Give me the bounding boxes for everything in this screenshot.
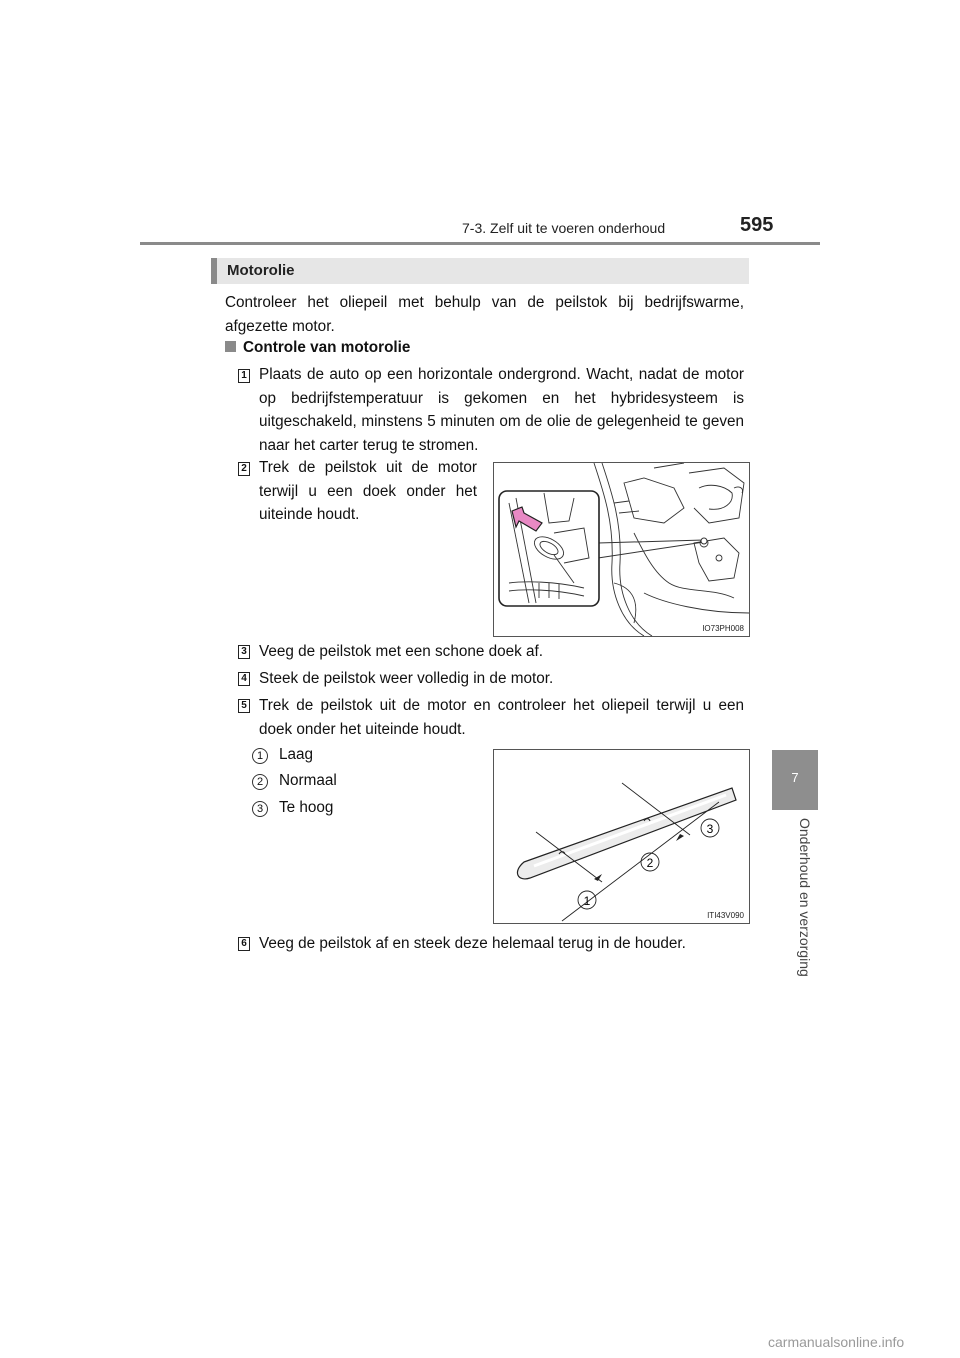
legend-number: 3 [252,801,268,817]
page-number: 595 [740,214,774,236]
legend-item-high [252,799,333,817]
watermark-text: carmanualsonline.info [768,1334,905,1350]
step-text-4: Steek de peilstok weer volledig in de motor. [259,670,554,687]
engine-illustration [494,463,749,636]
step-text-3: Veeg de peilstok met een schone doek af. [259,643,544,660]
section-heading: Motorolie [227,262,295,279]
step-text-5: Trek de peilstok uit de motor en controleer het oliepeil terwijl u een doek onder het uiteinde houdt. [259,697,744,738]
step-number-1: 1 [238,369,250,383]
legend-label: Te hoog [279,799,334,816]
engine-figure [493,462,750,637]
square-bullet-icon [225,341,236,352]
step-text-1: Plaats de auto op een horizontale ondergrond. Wacht, nadat de motor op bedrijfstemperatuur is gekomen en het hybridesysteem is uitgeschakeld, minstens 5 minuten om de olie de gelegenheid te geven naar het carter terug te stromen. [259,366,744,454]
step-number-3: 3 [238,645,250,659]
chapter-title: Onderhoud en verzorging [797,818,813,977]
chapter-number: 7 [791,770,799,785]
legend-item-normal [252,772,337,790]
subheading-text: Controle van motorolie [243,339,411,356]
figure-code: ITI43V090 [707,911,744,920]
figure-code: IO73PH008 [702,624,744,633]
header-rule [140,242,820,245]
section-title: 7-3. Zelf uit te voeren onderhoud [462,220,666,236]
legend-label: Normaal [279,772,337,789]
dipstick-illustration [494,750,749,923]
callout-3: 3 [706,822,714,836]
callout-1: 1 [583,894,591,908]
step-number-2: 2 [238,462,250,476]
step-number-6: 6 [238,937,250,951]
chapter-tab[interactable] [772,750,818,810]
dipstick-figure [493,749,750,924]
step-number-4: 4 [238,672,250,686]
step-text-2: Trek de peilstok uit de motor terwijl u een doek onder het uiteinde houdt. [259,459,477,523]
step-number-5: 5 [238,699,250,713]
subheading [225,339,410,357]
intro-paragraph: Controleer het oliepeil met behulp van de peilstok bij bedrijfswarme, afgezette motor. [225,294,744,335]
legend-label: Laag [279,746,314,763]
legend-number: 2 [252,774,268,790]
step-text-6: Veeg de peilstok af en steek deze helemaal terug in de houder. [259,935,686,952]
section-heading-bar [211,258,749,284]
callout-2: 2 [646,856,654,870]
legend-number: 1 [252,748,268,764]
legend-item-low [252,746,313,764]
